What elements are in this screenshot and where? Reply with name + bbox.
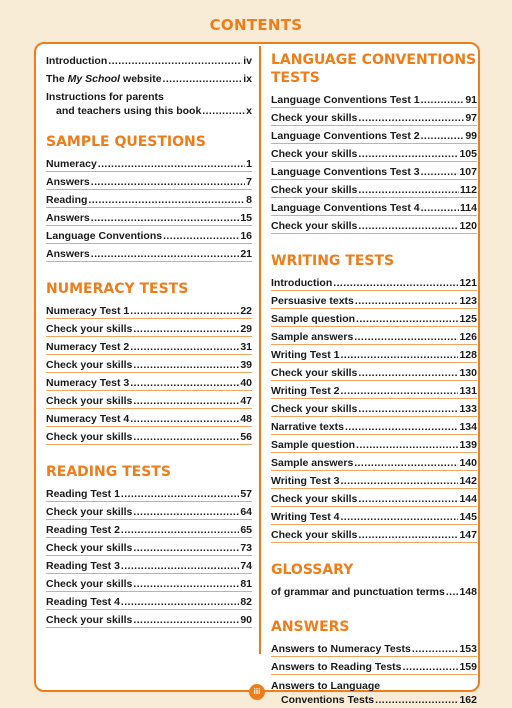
dot-leader xyxy=(403,660,459,674)
page-title: CONTENTS xyxy=(209,16,303,34)
toc-entry[interactable] xyxy=(46,373,252,391)
toc-entry-page: 31 xyxy=(240,341,252,353)
dot-leader xyxy=(133,322,239,336)
dot-leader xyxy=(133,358,239,372)
toc-entry[interactable] xyxy=(271,291,477,309)
toc-entry-label: Reading Test 1 xyxy=(46,488,120,500)
toc-entry[interactable] xyxy=(271,363,477,381)
toc-entry-label: Reading Test 4 xyxy=(46,596,120,608)
toc-entry-page: 29 xyxy=(240,323,252,335)
toc-entry-label: Check your skills xyxy=(46,506,133,518)
toc-entry[interactable] xyxy=(271,180,477,198)
sample-questions-list xyxy=(46,154,252,262)
dot-leader xyxy=(358,147,458,161)
toc-entry[interactable] xyxy=(271,144,477,162)
toc-entry-page: 64 xyxy=(240,506,252,518)
toc-entry[interactable] xyxy=(46,520,252,538)
toc-entry-label: Answers to Numeracy Tests xyxy=(271,643,411,655)
toc-entry-label: Writing Test 1 xyxy=(271,349,340,361)
toc-entry-page: 140 xyxy=(459,457,477,469)
toc-entry-page: 1 xyxy=(246,158,252,170)
dot-leader xyxy=(421,93,465,107)
toc-entry-label: Writing Test 3 xyxy=(271,475,340,487)
section-heading-writing-tests: WRITING TESTS xyxy=(271,253,395,269)
toc-entry-label: Numeracy Test 1 xyxy=(46,305,130,317)
toc-entry[interactable] xyxy=(46,301,252,319)
toc-entry-label: Language Conventions Test 3 xyxy=(271,166,420,178)
dot-leader xyxy=(133,505,239,519)
dot-leader xyxy=(340,474,458,488)
toc-entry-page: 131 xyxy=(459,385,477,397)
toc-entry-label: Reading xyxy=(46,194,88,206)
toc-entry-page: 99 xyxy=(465,130,477,142)
toc-entry-page: 73 xyxy=(240,542,252,554)
dot-leader xyxy=(358,402,458,416)
dot-leader xyxy=(358,492,458,506)
dot-leader xyxy=(133,394,239,408)
toc-entry-page: 130 xyxy=(459,367,477,379)
answers-list xyxy=(271,639,477,675)
toc-entry-page: 159 xyxy=(459,661,477,673)
toc-entry[interactable] xyxy=(46,319,252,337)
toc-entry[interactable] xyxy=(271,471,477,489)
toc-entry[interactable] xyxy=(271,417,477,435)
toc-entry-label: Check your skills xyxy=(271,529,358,541)
toc-entry-myschool[interactable]: The My School website ..... ix xyxy=(46,69,252,87)
toc-entry-label: Check your skills xyxy=(271,403,358,415)
toc-entry-label: Numeracy Test 2 xyxy=(46,341,130,353)
toc-entry-page: 153 xyxy=(459,643,477,655)
toc-entry[interactable] xyxy=(46,391,252,409)
toc-entry[interactable] xyxy=(46,154,252,172)
section-heading-language-conventions: LANGUAGE CONVENTIONS TESTS xyxy=(271,52,477,86)
dot-leader xyxy=(356,312,458,326)
writing-tests-list xyxy=(271,273,477,543)
toc-entry-page: 144 xyxy=(459,493,477,505)
toc-entry[interactable] xyxy=(271,489,477,507)
toc-entry-label: Answers xyxy=(46,176,90,188)
page-number: iii xyxy=(249,684,265,700)
toc-entry-label: Check your skills xyxy=(46,395,133,407)
section-heading-sample-questions: SAMPLE QUESTIONS xyxy=(46,134,206,150)
toc-entry-label: Language Conventions Test 2 xyxy=(271,130,420,142)
toc-entry[interactable] xyxy=(271,126,477,144)
toc-entry-label: Numeracy xyxy=(46,158,97,170)
toc-entry-label: Sample question xyxy=(271,439,356,451)
dot-leader xyxy=(133,430,239,444)
section-heading-answers: ANSWERS xyxy=(271,619,350,635)
dot-leader xyxy=(121,523,239,537)
toc-entry-label: Check your skills xyxy=(271,220,358,232)
dot-leader xyxy=(355,294,459,308)
toc-entry-label: Check your skills xyxy=(46,359,133,371)
dot-leader xyxy=(121,487,239,501)
dot-leader xyxy=(421,165,459,179)
toc-entry-glossary[interactable]: of grammar and punctuation terms ..... 148 xyxy=(271,582,477,600)
toc-entry-label: Writing Test 4 xyxy=(271,511,340,523)
dot-leader xyxy=(88,193,245,207)
toc-entry-page: 57 xyxy=(240,488,252,500)
toc-entry-label: Check your skills xyxy=(271,493,358,505)
toc-entry[interactable] xyxy=(271,657,477,675)
toc-entry-page: 142 xyxy=(459,475,477,487)
toc-entry[interactable] xyxy=(46,409,252,427)
toc-entry[interactable] xyxy=(271,345,477,363)
toc-entry-page: 145 xyxy=(459,511,477,523)
toc-entry[interactable] xyxy=(271,108,477,126)
toc-entry-page: 65 xyxy=(240,524,252,536)
toc-entry-page: 126 xyxy=(459,331,477,343)
toc-entry[interactable] xyxy=(46,208,252,226)
toc-entry-label: Language Conventions Test 1 xyxy=(271,94,420,106)
dot-leader xyxy=(354,330,458,344)
toc-entry[interactable] xyxy=(271,507,477,525)
left-column xyxy=(46,51,252,628)
toc-entry[interactable] xyxy=(46,592,252,610)
toc-entry-label: Check your skills xyxy=(271,184,358,196)
toc-entry-page: 105 xyxy=(459,148,477,160)
dot-leader xyxy=(98,157,245,171)
toc-entry-page: 114 xyxy=(460,202,477,214)
toc-entry[interactable] xyxy=(271,162,477,180)
dot-leader xyxy=(133,613,239,627)
toc-entry[interactable] xyxy=(46,610,252,628)
toc-entry[interactable] xyxy=(271,90,477,108)
toc-entry-page: 48 xyxy=(240,413,252,425)
toc-entry[interactable] xyxy=(271,216,477,234)
toc-entry-page: 47 xyxy=(240,395,252,407)
column-divider xyxy=(259,46,261,654)
dot-leader xyxy=(130,376,239,390)
toc-entry-label: Sample answers xyxy=(271,331,354,343)
dot-leader xyxy=(358,528,458,542)
toc-entry-page: 91 xyxy=(465,94,477,106)
toc-entry[interactable] xyxy=(271,639,477,657)
dot-leader xyxy=(130,412,239,426)
dot-leader xyxy=(421,201,459,215)
toc-entry[interactable] xyxy=(271,327,477,345)
toc-entry-introduction[interactable]: Introduction ..... iv xyxy=(46,51,252,69)
dot-leader xyxy=(358,111,464,125)
toc-entry-label: Check your skills xyxy=(46,614,133,626)
toc-entry-page: 81 xyxy=(240,578,252,590)
toc-entry[interactable] xyxy=(271,453,477,471)
dot-leader xyxy=(345,420,459,434)
dot-leader xyxy=(133,541,239,555)
language-conventions-list xyxy=(271,90,477,234)
toc-entry-label: Introduction xyxy=(271,277,333,289)
toc-entry-page: 123 xyxy=(459,295,477,307)
toc-entry-label: Writing Test 2 xyxy=(271,385,340,397)
toc-entry-page: 107 xyxy=(459,166,477,178)
toc-entry[interactable] xyxy=(46,574,252,592)
toc-entry-label: Check your skills xyxy=(46,578,133,590)
section-heading-numeracy-tests: NUMERACY TESTS xyxy=(46,281,189,297)
dot-leader xyxy=(121,559,239,573)
toc-entry-label: Answers to Reading Tests xyxy=(271,661,402,673)
dot-leader xyxy=(412,642,459,656)
toc-entry-label: Answers xyxy=(46,248,90,260)
dot-leader xyxy=(133,577,239,591)
dot-leader xyxy=(354,456,458,470)
toc-entry-page: 97 xyxy=(465,112,477,124)
section-heading-reading-tests: READING TESTS xyxy=(46,464,171,480)
toc-entry[interactable] xyxy=(271,309,477,327)
toc-entry-page: 8 xyxy=(246,194,252,206)
toc-entry[interactable] xyxy=(46,226,252,244)
toc-entry-label: Narrative texts xyxy=(271,421,344,433)
toc-entry[interactable] xyxy=(271,525,477,543)
toc-entry-page: 147 xyxy=(459,529,477,541)
dot-leader xyxy=(121,595,239,609)
dot-leader xyxy=(91,247,240,261)
dot-leader xyxy=(130,304,239,318)
dot-leader xyxy=(130,340,239,354)
toc-entry-page: 90 xyxy=(240,614,252,626)
toc-entry-label: Answers xyxy=(46,212,90,224)
toc-entry[interactable] xyxy=(271,399,477,417)
dot-leader xyxy=(340,510,458,524)
toc-entry[interactable] xyxy=(271,381,477,399)
dot-leader xyxy=(358,219,458,233)
toc-entry-label: Check your skills xyxy=(46,323,133,335)
toc-entry-label: Reading Test 2 xyxy=(46,524,120,536)
dot-leader xyxy=(91,211,240,225)
toc-entry-label: Numeracy Test 4 xyxy=(46,413,130,425)
toc-entry-page: 7 xyxy=(246,176,252,188)
toc-entry[interactable] xyxy=(46,172,252,190)
toc-entry[interactable] xyxy=(46,355,252,373)
toc-entry-label: Check your skills xyxy=(271,367,358,379)
numeracy-tests-list xyxy=(46,301,252,445)
toc-entry-label: Language Conventions Test 4 xyxy=(271,202,420,214)
toc-entry[interactable] xyxy=(46,502,252,520)
toc-entry-page: 21 xyxy=(240,248,252,260)
right-column xyxy=(271,51,477,708)
toc-entry-label: Sample question xyxy=(271,313,356,325)
dot-leader xyxy=(358,366,458,380)
toc-entry-page: 121 xyxy=(459,277,477,289)
toc-entry-label: Check your skills xyxy=(271,148,358,160)
toc-entry-page: 82 xyxy=(240,596,252,608)
toc-entry-page: 125 xyxy=(459,313,477,325)
toc-entry[interactable] xyxy=(46,337,252,355)
toc-entry-label: Numeracy Test 3 xyxy=(46,377,130,389)
toc-entry-page: 128 xyxy=(459,349,477,361)
toc-entry-page: 74 xyxy=(240,560,252,572)
toc-entry[interactable] xyxy=(46,244,252,262)
toc-entry[interactable] xyxy=(271,198,477,216)
dot-leader xyxy=(91,175,245,189)
toc-entry-page: 15 xyxy=(240,212,252,224)
toc-entry-page: 16 xyxy=(240,230,252,242)
toc-entry[interactable] xyxy=(271,435,477,453)
reading-tests-list xyxy=(46,484,252,628)
toc-entry-label: Persuasive texts xyxy=(271,295,354,307)
toc-entry-answers-language[interactable]: Answers to Language Conventions Tests ..... 162 xyxy=(271,679,477,708)
toc-entry-label: Check your skills xyxy=(46,542,133,554)
toc-entry-page: 112 xyxy=(460,184,477,196)
toc-entry[interactable] xyxy=(271,273,477,291)
toc-entry-page: 56 xyxy=(240,431,252,443)
toc-entry[interactable] xyxy=(46,538,252,556)
toc-entry[interactable] xyxy=(46,427,252,445)
toc-entry-label: Language Conventions xyxy=(46,230,163,242)
toc-entry-instructions[interactable]: Instructions for parents and teachers using this book ..... x xyxy=(46,90,252,119)
dot-leader xyxy=(333,276,458,290)
dot-leader xyxy=(358,183,459,197)
toc-entry-label: Check your skills xyxy=(46,431,133,443)
toc-entry-label: Sample answers xyxy=(271,457,354,469)
dot-leader xyxy=(421,129,465,143)
toc-entry[interactable] xyxy=(46,556,252,574)
dot-leader xyxy=(163,229,239,243)
toc-entry-page: 134 xyxy=(459,421,477,433)
toc-entry-page: 133 xyxy=(459,403,477,415)
toc-entry-label: Reading Test 3 xyxy=(46,560,120,572)
toc-entry-page: 39 xyxy=(240,359,252,371)
toc-entry[interactable] xyxy=(46,190,252,208)
dot-leader xyxy=(356,438,458,452)
section-heading-glossary: GLOSSARY xyxy=(271,562,354,578)
dot-leader xyxy=(340,348,458,362)
dot-leader xyxy=(340,384,458,398)
toc-entry-page: 40 xyxy=(240,377,252,389)
toc-entry[interactable] xyxy=(46,484,252,502)
toc-entry-page: 139 xyxy=(459,439,477,451)
toc-entry-page: 120 xyxy=(459,220,477,232)
toc-entry-label: Check your skills xyxy=(271,112,358,124)
toc-entry-page: 22 xyxy=(240,305,252,317)
